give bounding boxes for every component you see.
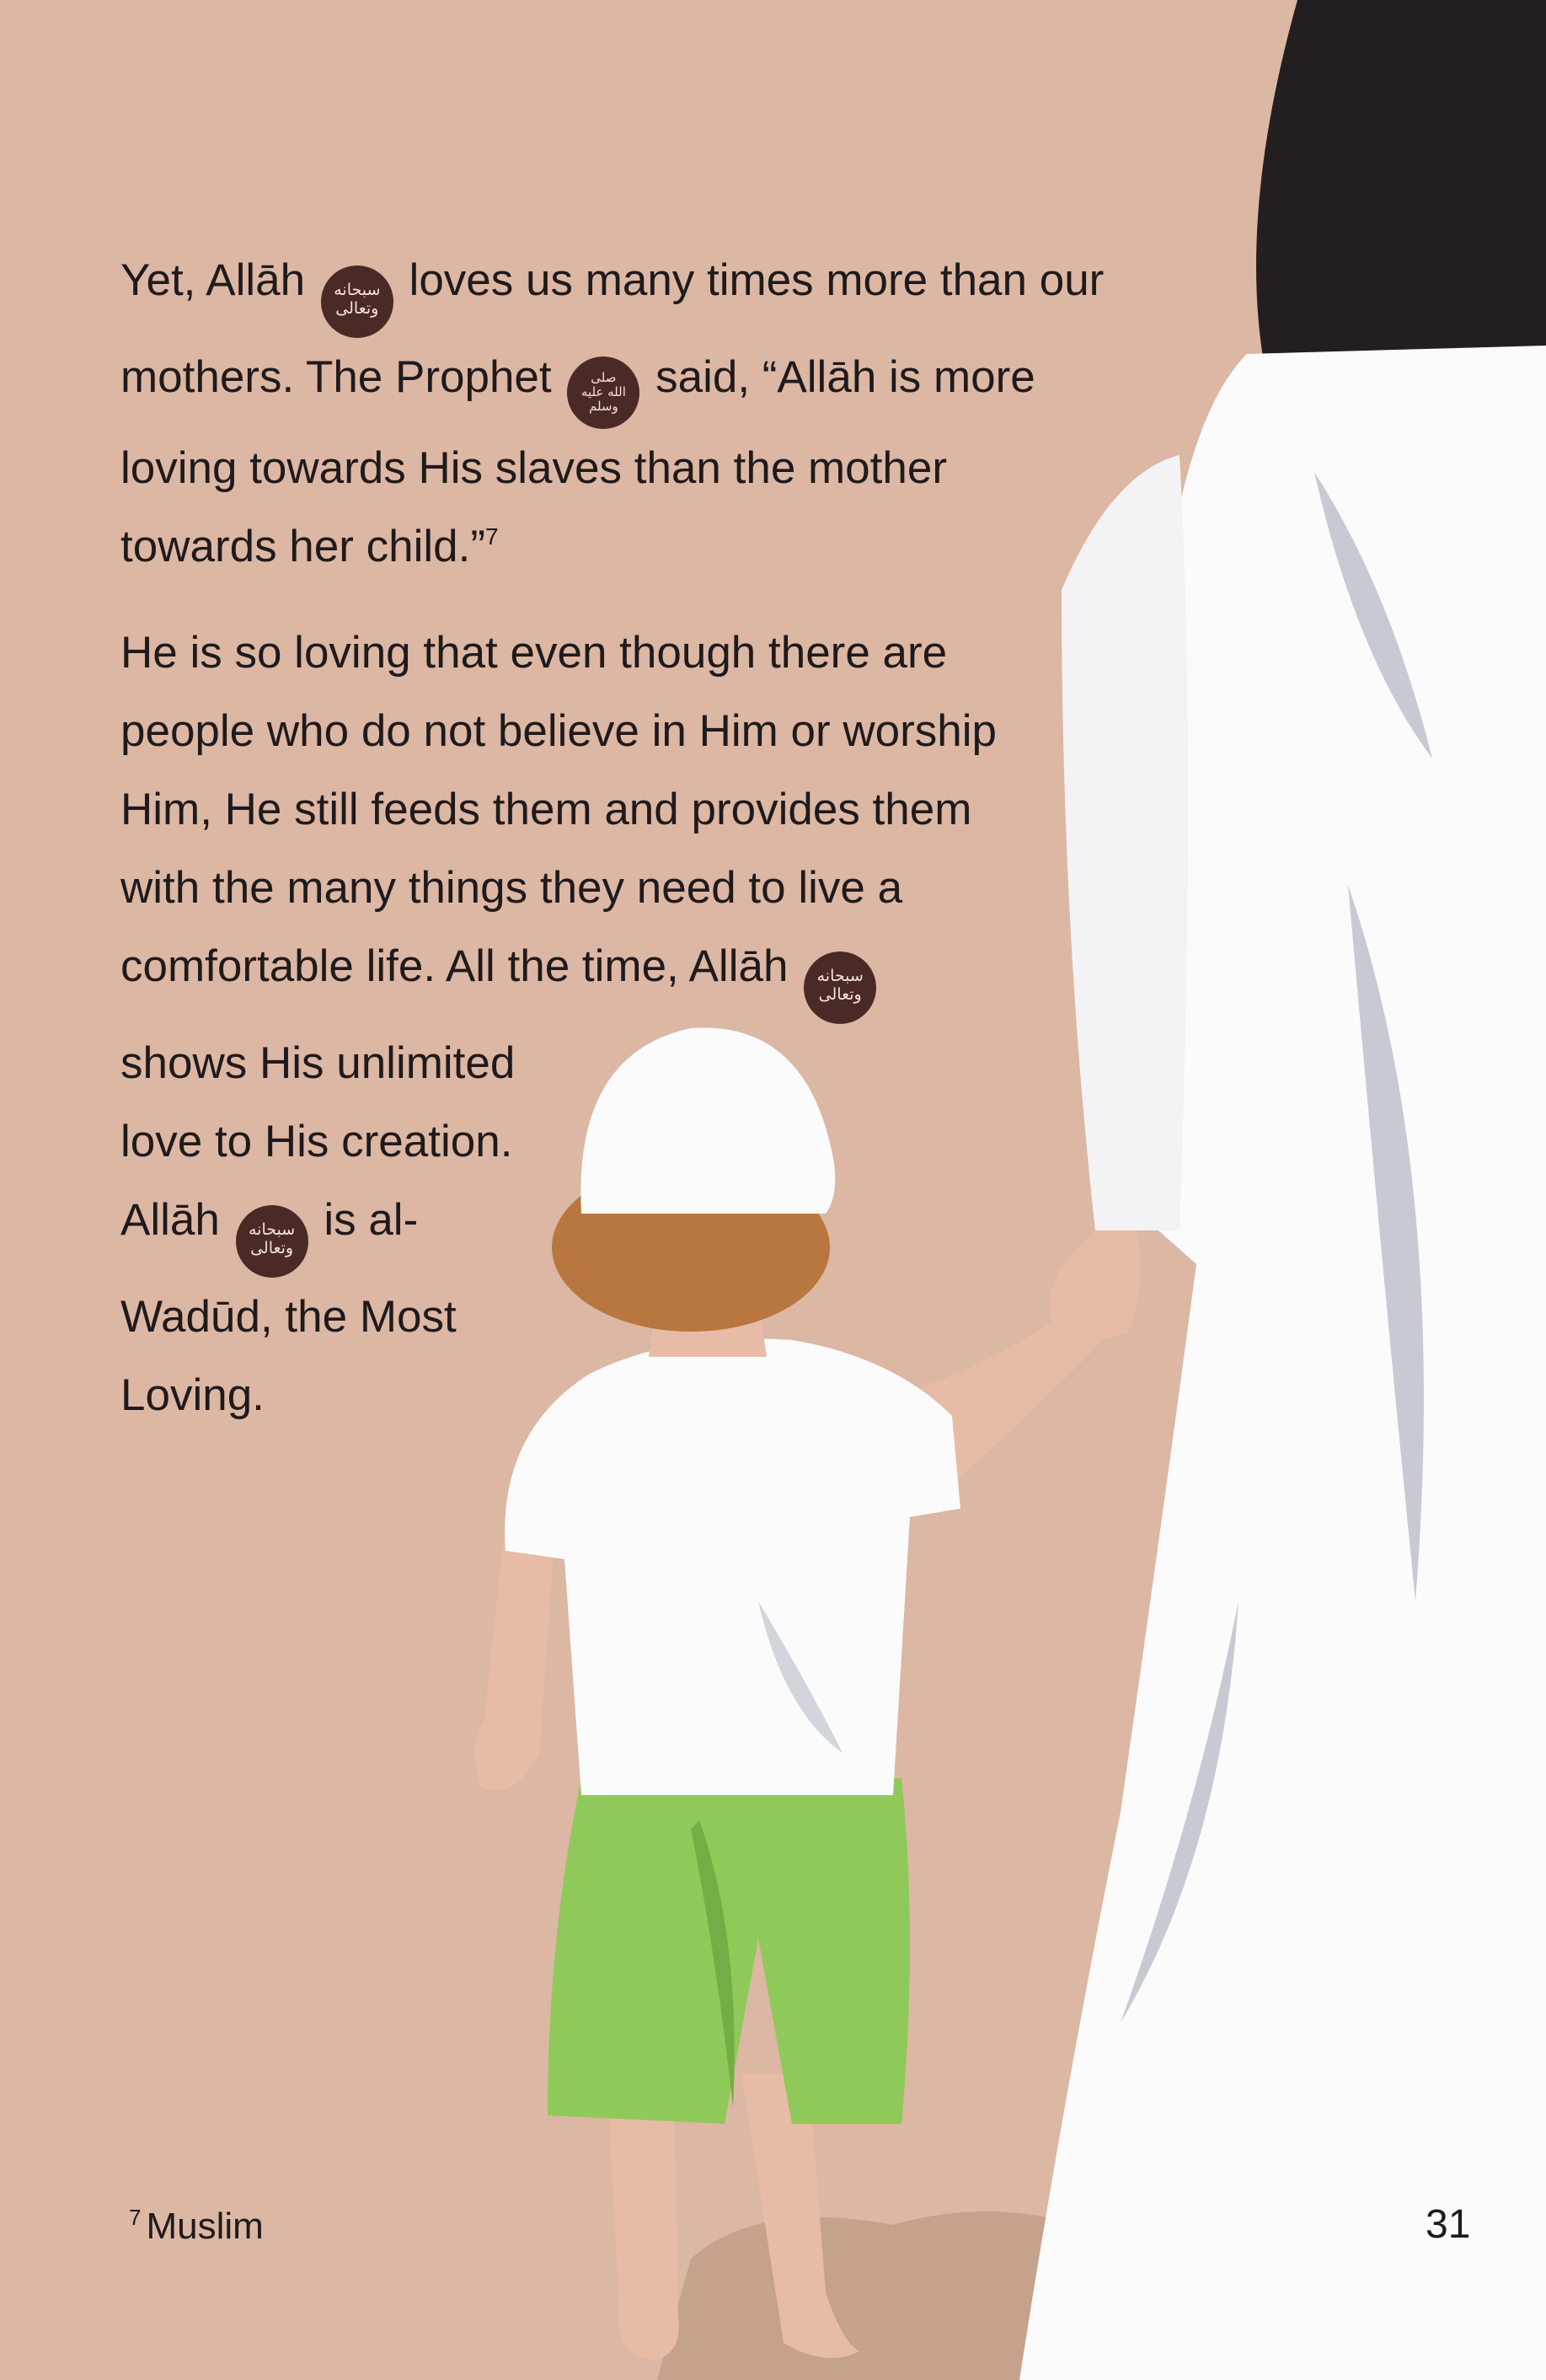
subhanahu-honorific-badge: سبحانه وتعالى [321, 265, 393, 338]
main-text [120, 241, 1104, 1434]
subhanahu-honorific-badge: سبحانه وتعالى [804, 951, 876, 1024]
footnote-reference: 7 [485, 523, 499, 549]
footnote-text: Muslim [146, 2206, 264, 2247]
child-arm-left [475, 1517, 556, 1791]
page-number: 31 [1426, 2202, 1471, 2247]
subhanahu-honorific-badge: سبحانه وتعالى [236, 1205, 308, 1278]
footnote [129, 2205, 264, 2248]
paragraph: He is so loving that even though there are people who do not believe in Him or worship Him, He still feeds them and provides them with the many things they need to live a comfortable life. All the time, Allāh سبحانه وتعالى shows His unlimited love to His creation. Allāh سبحانه وتعالى is al- Wadūd, the Most Loving. [120, 628, 997, 1420]
sallallahu-honorific-badge: صلى الله عليه وسلم [567, 356, 639, 429]
footnote-number: 7 [129, 2205, 142, 2230]
mother-headscarf [1256, 0, 1546, 362]
paragraph: Yet, Allāh سبحانه وتعالى loves us many times more than our mothers. The Prophet صلى الله عليه وسلم said, “Allāh is more loving towards His slaves than the mother towards her child.”$^7$ [120, 255, 1105, 571]
